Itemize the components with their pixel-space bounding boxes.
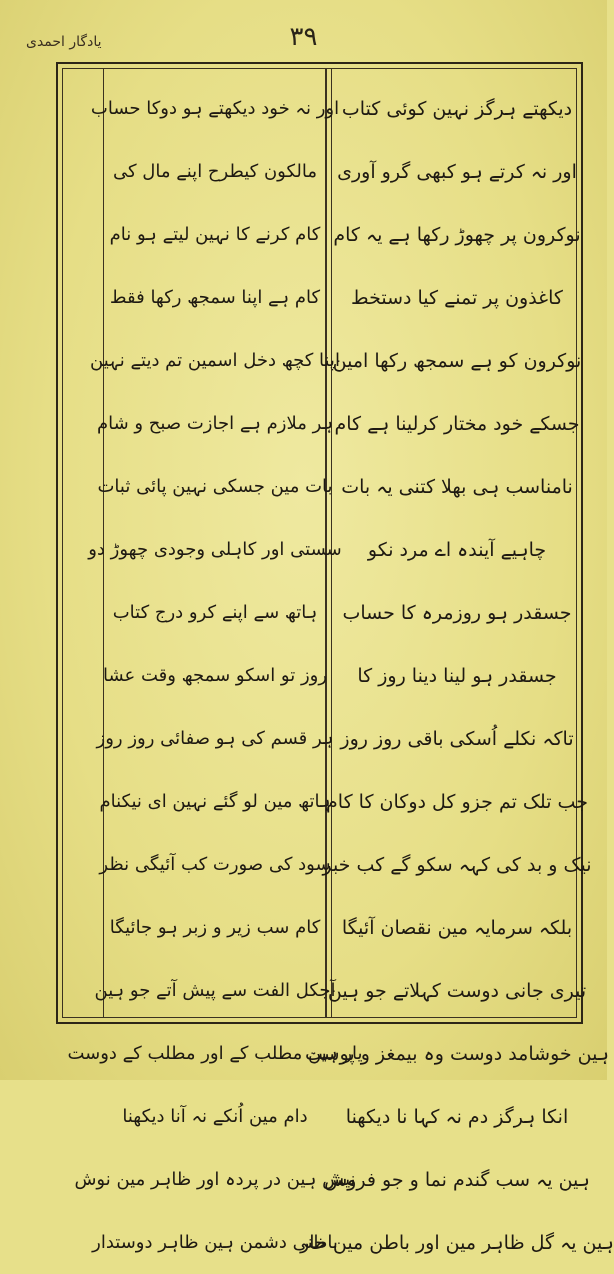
text-frame-inner	[62, 68, 614, 1254]
verse-line: تیری جانی دوست کہلاتے جو ہین	[327, 979, 587, 1002]
verse-line: مالکون کیطرح اپنے مال کی	[112, 161, 318, 182]
verse-line: نوکرون کو ہے سمجھ رکھا امین	[332, 349, 582, 372]
running-title: یادگار احمدی	[26, 34, 102, 50]
verse-line: نیک و بد کی کہہ سکو گے کب خبر	[322, 853, 592, 876]
verse-line: کام کرنے کا نہین لیتے ہو نام	[109, 224, 321, 245]
verse-line: ہر قسم کی ہو صفائی روز روز	[96, 728, 334, 749]
verse-line: ہین یہ سب گندم نما و جو فروش	[324, 1168, 590, 1191]
verse-line: باطنی دشمن ہین ظاہر دوستدار	[92, 1232, 338, 1253]
verse-column-right	[300, 77, 614, 1274]
verse-line: تاکہ نکلے اُسکی باقی روز روز	[340, 727, 574, 750]
verse-line: یار ہین مطلب کے اور مطلب کے دوست	[67, 1043, 363, 1064]
verse-line: آجکل الفت سے پیش آتے جو ہین	[94, 980, 336, 1001]
verse-line: ہاتھ سے اپنے کرو درج کتاب	[112, 602, 318, 623]
verse-line: سستی اور کاہلی وجودی چھوڑ دو	[88, 539, 342, 560]
verse-line: ہاتھ مین لو گئے نہین ای نیکنام	[99, 791, 331, 812]
verse-line: ہین یہ گل ظاہر مین اور باطن مین خار	[300, 1231, 614, 1254]
verse-line: کاغذون پر تمنے کیا دستخط	[351, 286, 563, 309]
verse-line: ہین خوشامد دوست وہ بیمغز و پوست	[304, 1042, 610, 1065]
page-number: ۳۹	[289, 22, 318, 52]
verse-line: نوکرون پر چھوڑ رکھا ہے یہ کام	[333, 223, 581, 246]
verse-line: اور نہ کرتے ہو کبھی گرو آوری	[337, 160, 577, 183]
verse-line: نیش ہین در پردہ اور ظاہر مین نوش	[74, 1169, 356, 1190]
verse-line: جب تلک تم جزو کل دوکان کا کام	[326, 790, 588, 813]
text-frame	[56, 62, 614, 1254]
verse-line: انکا ہرگز دم نہ کہا نا دیکھنا	[345, 1105, 569, 1128]
verse-line: روز تو اسکو سمجھ وقت عشا	[102, 665, 328, 686]
verse-line: جسقدر ہو روزمرہ کا حساب	[342, 601, 572, 624]
verse-line: اپنا کچھ دخل اسمین تم دیتے نہین	[90, 350, 340, 371]
verse-line: اور نہ خود دیکھتے ہو دوکا حساب	[90, 98, 340, 119]
verse-line: جسقدر ہو لینا دینا روز کا	[357, 664, 557, 687]
verse-line: دیکھتے ہرگز نہین کوئی کتاب	[341, 97, 573, 120]
verse-line: ہر ملازم ہے اجازت صبح و شام	[96, 413, 334, 434]
verse-line: بات مین جسکی نہین پائی ثبات	[97, 476, 333, 497]
verse-line: نامناسب ہی بھلا کتنی یہ بات	[341, 475, 573, 498]
verse-line: سود کی صورت کب آئیگی نظر	[99, 854, 331, 875]
verse-line: دام مین اُنکے نہ آنا دیکھنا	[122, 1106, 308, 1127]
verse-line: جسکے خود مختار کرلینا ہے کام	[334, 412, 580, 435]
verse-column-left	[67, 77, 363, 1274]
verse-line: کام ہے اپنا سمجھ رکھا فقط	[109, 287, 321, 308]
verse-line: چاہیے آیندہ اے مرد نکو	[367, 538, 547, 561]
verse-line: بلکہ سرمایہ مین نقصان آئیگا	[341, 916, 573, 939]
verse-line: کام سب زیر و زبر ہو جائیگا	[109, 917, 321, 938]
